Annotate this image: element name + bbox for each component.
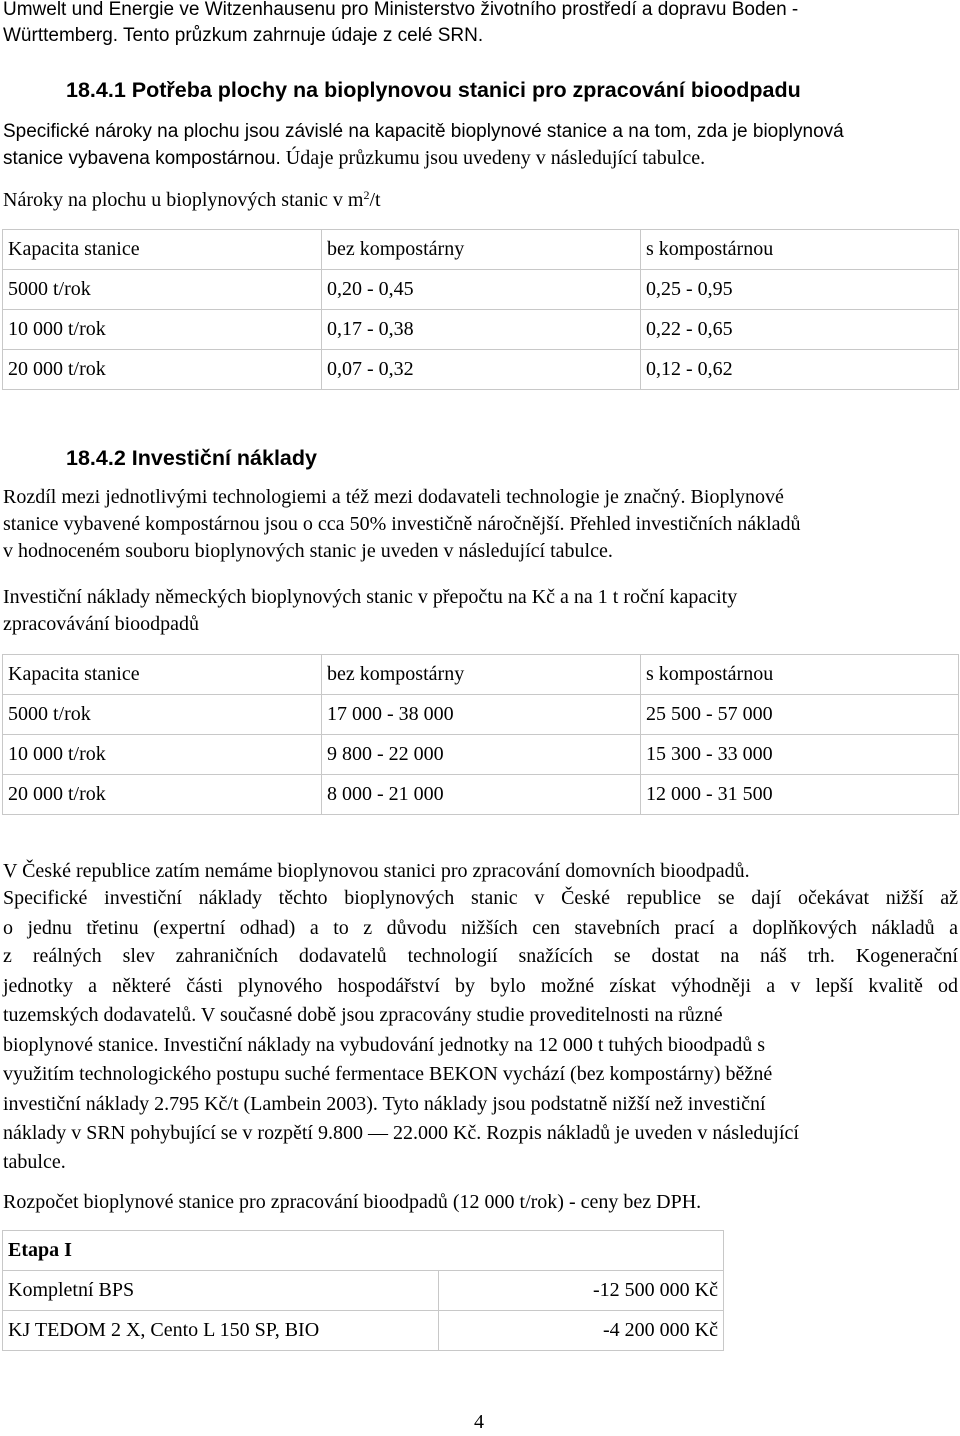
table-header-cell: bez kompostárny [322, 655, 641, 695]
cz-paragraph-line-2: Specifické investiční náklady těchto bioplynových stanic v České republice se dají očekávat nižší až [3, 887, 958, 909]
cz-paragraph-line-8: využitím technologického postupu suché fermentace BEKON vychází (bez kompostárny) běžné [3, 1063, 773, 1085]
table-cell: 5000 t/rok [3, 695, 322, 735]
table-cell: 20 000 t/rok [3, 350, 322, 390]
section-heading-18-4-1: 18.4.1 Potřeba plochy na bioplynovou stanici pro zpracování bioodpadu [66, 78, 801, 102]
intro-line-2 [3, 22, 483, 49]
area-caption-tail: /t [369, 189, 381, 211]
table-cell: 0,20 - 0,45 [322, 270, 641, 310]
budget-table [2, 1230, 724, 1351]
cz-paragraph-line-6: tuzemských dodavatelů. V současné době jsou zpracovány studie proveditelnosti na různé [3, 1004, 723, 1026]
table-cell: 25 500 - 57 000 [641, 695, 959, 735]
table-row [3, 270, 959, 310]
table-cell: Kompletní BPS [3, 1271, 439, 1311]
intro-line-2-text: Württemberg. Tento průzkum zahrnuje údaje z celé SRN. [3, 25, 484, 46]
table-cell: 10 000 t/rok [3, 310, 322, 350]
table-cell: 12 000 - 31 500 [641, 775, 959, 815]
table-cell: 0,07 - 0,32 [322, 350, 641, 390]
area-caption-superscript: 2 [363, 188, 370, 202]
table-cell: KJ TEDOM 2 X, Cento L 150 SP, BIO [3, 1311, 439, 1351]
cz-paragraph-line-7: bioplynové stanice. Investiční náklady na vybudování jednotky na 12 000 t tuhých bioodpadů s [3, 1034, 766, 1056]
cost-table-caption-line-2: zpracovávání bioodpadů [3, 613, 200, 635]
s2-paragraph-line-2: stanice vybavené kompostárnou jsou o cca 50% investičně náročnější. Přehled investičních nákladů [3, 513, 801, 535]
table-cell: 15 300 - 33 000 [641, 735, 959, 775]
cz-paragraph-line-4: z reálných slev zahraničních dodavatelů technologií snažících se dostat na náš trh. Kogenerační [3, 945, 958, 967]
intro-line-1 [3, 0, 798, 23]
budget-header-row [3, 1231, 724, 1271]
table-header-cell: Kapacita stanice [3, 655, 322, 695]
table-row [3, 735, 959, 775]
table-row [3, 350, 959, 390]
cz-paragraph-line-3: o jednu třetinu (expertní odhad) a to z důvodu nižších cen stavebních prací a doplňkových nákladů a [3, 917, 958, 939]
table-cell: 10 000 t/rok [3, 735, 322, 775]
cz-paragraph-line-9: investiční náklady 2.795 Kč/t (Lambein 2003). Tyto náklady jsou podstatně nižší než investiční [3, 1093, 766, 1115]
investment-cost-table [2, 654, 959, 815]
table-header-cell: bez kompostárny [322, 230, 641, 270]
table-cell: 0,25 - 0,95 [641, 270, 959, 310]
table-cell: 0,12 - 0,62 [641, 350, 959, 390]
s2-paragraph-line-3: v hodnoceném souboru bioplynových stanic je uveden v následující tabulce. [3, 540, 613, 562]
table-cell: 9 800 - 22 000 [322, 735, 641, 775]
table-header-cell: Kapacita stanice [3, 230, 322, 270]
table-row [3, 695, 959, 735]
table-header-row [3, 655, 959, 695]
budget-header-cell: Etapa I [3, 1231, 724, 1271]
table-row [3, 1271, 724, 1311]
intro-line-1-text: Umwelt und Energie ve Witzenhausenu pro Ministerstvo životního prostředí a dopravu Boden - [3, 0, 799, 20]
table-cell: 8 000 - 21 000 [322, 775, 641, 815]
s1-paragraph-line-1 [3, 118, 844, 145]
cost-table-caption-line-1: Investiční náklady německých bioplynových stanic v přepočtu na Kč a na 1 t roční kapacity [3, 586, 738, 608]
s2-paragraph-line-1: Rozdíl mezi jednotlivými technologiemi a též mezi dodavateli technologie je značný. Bioplynové [3, 486, 784, 508]
table-header-cell: s kompostárnou [641, 655, 959, 695]
table-cell-amount: -4 200 000 Kč [439, 1311, 724, 1351]
budget-caption: Rozpočet bioplynové stanice pro zpracování bioodpadů (12 000 t/rok) - ceny bez DPH. [3, 1191, 702, 1213]
table-cell-amount: -12 500 000 Kč [439, 1271, 724, 1311]
table-row [3, 310, 959, 350]
cz-paragraph-line-11: tabulce. [3, 1151, 66, 1173]
table-row [3, 775, 959, 815]
s1-paragraph-line-1-text: Specifické nároky na plochu jsou závislé na kapacitě bioplynové stanice a na tom, zda je bioplynová [3, 121, 844, 142]
s1-paragraph-line-2-serif: Údaje průzkumu jsou uvedeny v následující tabulce. [285, 147, 706, 169]
table-header-row [3, 230, 959, 270]
s1-paragraph-line-2-sans: stanice vybavena kompostárnou. [3, 148, 281, 169]
area-requirements-table [2, 229, 959, 390]
cz-paragraph-line-10: náklady v SRN pohybující se v rozpětí 9.800 — 22.000 Kč. Rozpis nákladů je uveden v následující [3, 1122, 799, 1144]
area-caption-main: Nároky na plochu u bioplynových stanic v m [3, 189, 364, 211]
table-cell: 0,22 - 0,65 [641, 310, 959, 350]
cz-paragraph-line-1: V České republice zatím nemáme bioplynovou stanici pro zpracování domovních bioodpadů. [3, 860, 750, 882]
table-row [3, 1311, 724, 1351]
table-cell: 0,17 - 0,38 [322, 310, 641, 350]
page-number: 4 [474, 1411, 484, 1433]
table-cell: 20 000 t/rok [3, 775, 322, 815]
table-cell: 17 000 - 38 000 [322, 695, 641, 735]
section-heading-18-4-2: 18.4.2 Investiční náklady [66, 446, 317, 470]
table-cell: 5000 t/rok [3, 270, 322, 310]
s1-paragraph-line-2 [3, 145, 705, 172]
table-header-cell: s kompostárnou [641, 230, 959, 270]
area-table-caption [3, 187, 381, 214]
cz-paragraph-line-5: jednotky a některé části plynového hospodářství by bylo možné získat výhodněji a v lepší kvalitě od [3, 975, 958, 997]
